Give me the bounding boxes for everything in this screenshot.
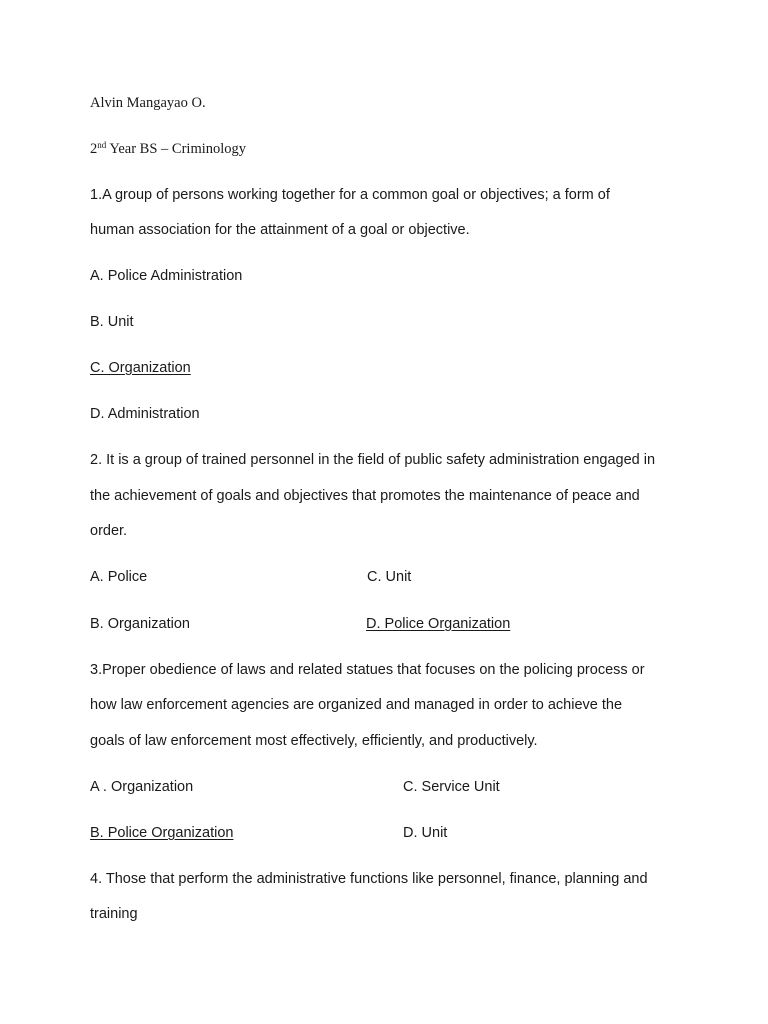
question-1-stem-line-1: 1.A group of persons working together for a common goal or objectives; a form of [90, 187, 610, 203]
question-2-stem-line-2: the achievement of goals and objectives that promotes the maintenance of peace and [90, 488, 640, 504]
question-1-stem-line-2: human association for the attainment of a goal or objective. [90, 222, 470, 238]
year-number: 2 [90, 141, 98, 157]
question-1-choice-b: B. Unit [90, 314, 134, 330]
question-2-choice-d-answer: D. Police Organization [366, 616, 511, 632]
question-3-stem-line-1: 3.Proper obedience of laws and related statues that focuses on the policing process or [90, 662, 645, 678]
question-1-choice-a: A. Police Administration [90, 268, 243, 284]
student-name: Alvin Mangayao O. [90, 95, 206, 111]
question-3-choice-a: A . Organization [90, 779, 194, 795]
question-3-choice-c: C. Service Unit [403, 779, 500, 795]
question-3-choice-d: D. Unit [403, 825, 448, 841]
question-2-choice-c: C. Unit [367, 569, 412, 585]
question-1-choice-c-answer: C. Organization [90, 360, 191, 376]
question-2-choice-b: B. Organization [90, 616, 190, 632]
question-1-choice-d: D. Administration [90, 406, 200, 422]
question-2-stem-line-3: order. [90, 523, 128, 539]
question-3-choice-b-answer: B. Police Organization [90, 825, 234, 841]
question-2-stem-line-1: 2. It is a group of trained personnel in the field of public safety administration engaged in [90, 452, 656, 468]
year-course [90, 139, 246, 159]
year-course-text: Year BS – Criminology [106, 141, 247, 157]
question-4-stem-line-2: training [90, 906, 138, 922]
question-2-choice-a: A. Police [90, 569, 148, 585]
question-3-stem-line-2: how law enforcement agencies are organized and managed in order to achieve the [90, 697, 623, 713]
question-3-stem-line-3: goals of law enforcement most effectively, efficiently, and productively. [90, 733, 538, 749]
year-suffix: nd [97, 140, 107, 150]
question-4-stem-line-1: 4. Those that perform the administrative functions like personnel, finance, planning and [90, 871, 648, 887]
